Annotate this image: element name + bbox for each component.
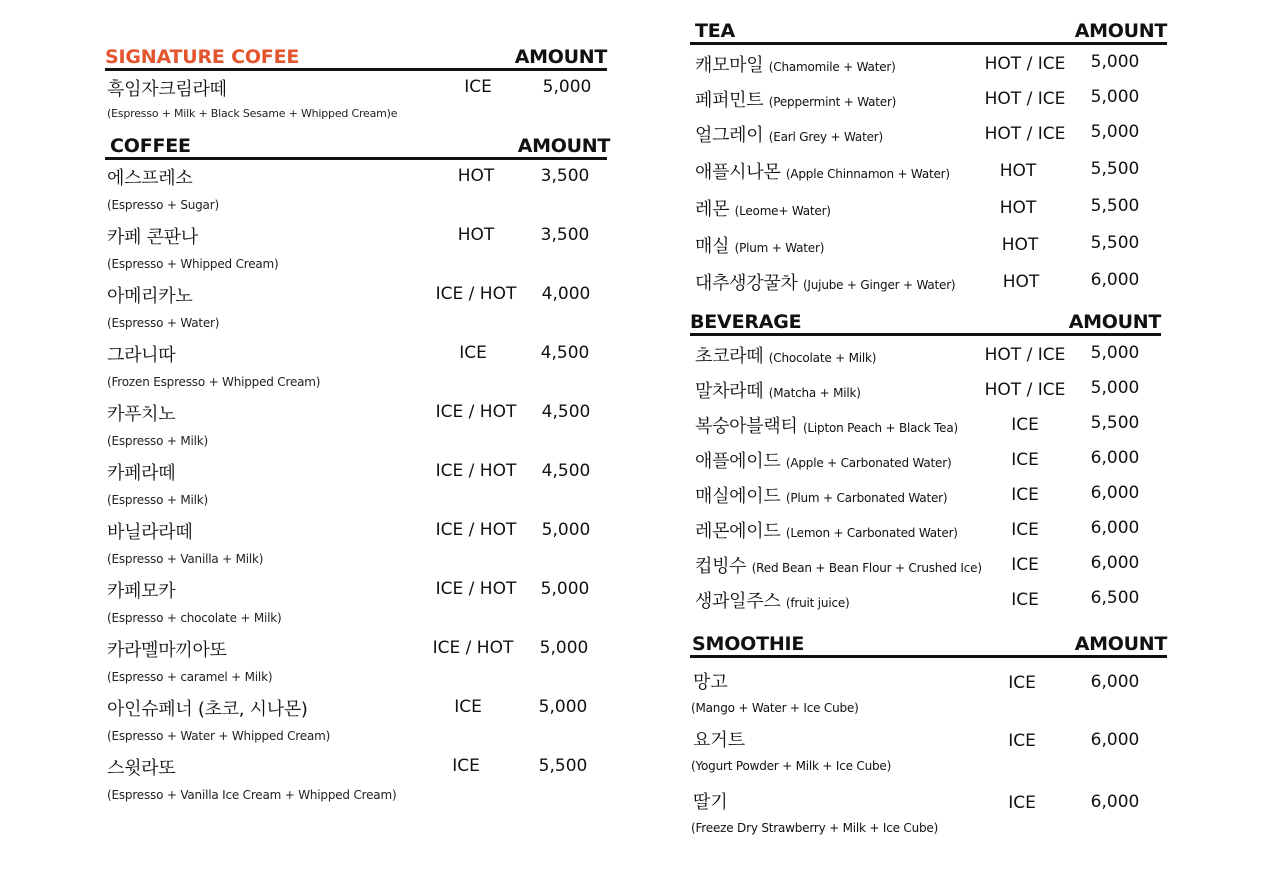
item-price: 5,000: [1090, 378, 1140, 398]
item-description: (Jujube + Ginger + Water): [802, 278, 956, 292]
item-name: [695, 517, 958, 543]
menu-item: [690, 226, 1167, 263]
item-description: (Espresso + chocolate + Milk): [107, 611, 282, 625]
item-name: [695, 587, 850, 613]
menu-item: [690, 441, 1167, 476]
left-menu-column: [105, 40, 610, 809]
item-name: 망고: [693, 672, 728, 693]
menu-item: [690, 189, 1167, 226]
item-name: 요거트: [693, 730, 746, 751]
item-temperature: ICE: [1011, 555, 1039, 575]
item-price: 5,000: [542, 77, 592, 97]
menu-item: [690, 371, 1167, 406]
item-name: [695, 195, 831, 221]
menu-item: [690, 720, 1167, 782]
item-temperature: ICE / HOT: [435, 284, 517, 304]
item-price: 6,000: [1090, 270, 1140, 290]
item-name: 아인슈페너 (초코, 시나몬): [107, 699, 308, 720]
item-description: (Espresso + Water + Whipped Cream): [107, 729, 331, 743]
item-korean-name: 초코라떼: [695, 346, 764, 367]
item-name: [695, 269, 955, 295]
item-temperature: ICE / HOT: [435, 461, 517, 481]
item-korean-name: 컵빙수: [695, 556, 747, 577]
menu-item: [105, 219, 607, 278]
item-price: 3,500: [540, 166, 590, 186]
item-description: (Yogurt Powder + Milk + Ice Cube): [691, 759, 892, 773]
item-temperature: ICE / HOT: [435, 579, 517, 599]
coffee-amount-header: AMOUNT: [517, 135, 610, 157]
item-temperature: ICE: [1008, 673, 1036, 693]
item-price: 5,000: [538, 697, 588, 717]
item-korean-name: 레몬: [695, 199, 730, 220]
signature-header: [105, 40, 607, 68]
menu-item: [105, 337, 607, 396]
item-temperature: HOT: [1001, 235, 1039, 255]
menu-item: [105, 278, 607, 337]
item-korean-name: 말차라떼: [695, 381, 764, 402]
item-price: 5,000: [541, 520, 591, 540]
item-description: (Apple + Carbonated Water): [785, 456, 952, 470]
item-price: 5,500: [1090, 233, 1140, 253]
menu-item: [105, 691, 607, 750]
item-temperature: HOT: [999, 198, 1037, 218]
item-description: (Plum + Water): [734, 241, 825, 255]
item-temperature: ICE: [1008, 793, 1036, 813]
item-name: [695, 552, 982, 578]
menu-item: [690, 263, 1167, 303]
menu-item: [690, 546, 1167, 581]
smoothie-amount-header: AMOUNT: [1074, 633, 1167, 655]
item-price: 4,000: [541, 284, 591, 304]
item-temperature: ICE: [1011, 485, 1039, 505]
menu-item: [690, 406, 1167, 441]
menu-item: [105, 750, 607, 809]
item-description: (Lipton Peach + Black Tea): [802, 421, 958, 435]
menu-item: [690, 152, 1167, 189]
item-price: 5,500: [1090, 413, 1140, 433]
item-korean-name: 애플시나몬: [695, 162, 781, 183]
item-temperature: ICE: [1011, 450, 1039, 470]
item-description: (Espresso + Water): [107, 316, 220, 330]
item-temperature: ICE: [1011, 520, 1039, 540]
item-temperature: HOT: [457, 166, 495, 186]
item-temperature: ICE / HOT: [435, 520, 517, 540]
item-temperature: ICE: [1011, 415, 1039, 435]
item-temperature: HOT: [457, 225, 495, 245]
item-korean-name: 복숭아블랙티: [695, 416, 798, 437]
item-name: [695, 121, 883, 147]
item-name: 딸기: [693, 792, 728, 813]
tea-title: TEA: [695, 20, 736, 42]
item-description: (Espresso + Vanilla + Milk): [107, 552, 264, 566]
item-price: 6,000: [1090, 518, 1140, 538]
item-price: 4,500: [540, 343, 590, 363]
item-price: 5,000: [540, 579, 590, 599]
item-temperature: ICE: [459, 343, 487, 363]
tea-header: [690, 14, 1167, 42]
item-korean-name: 캐모마일: [695, 55, 764, 76]
item-korean-name: 매실에이드: [695, 486, 781, 507]
item-korean-name: 페퍼민트: [695, 90, 764, 111]
item-description: (Freeze Dry Strawberry + Milk + Ice Cube): [691, 821, 939, 835]
tea-amount-header: AMOUNT: [1074, 20, 1167, 42]
item-price: 6,500: [1090, 588, 1140, 608]
beverage-amount-header: AMOUNT: [1068, 311, 1161, 333]
item-name: 카푸치노: [107, 404, 176, 425]
coffee-header: [105, 127, 610, 157]
right-menu-column: [690, 14, 1167, 840]
item-description: (Earl Grey + Water): [768, 130, 883, 144]
item-korean-name: 레몬에이드: [695, 521, 781, 542]
item-description: (Espresso + caramel + Milk): [107, 670, 273, 684]
item-name: [695, 447, 951, 473]
item-temperature: ICE: [452, 756, 480, 776]
item-description: (Espresso + Sugar): [107, 198, 219, 212]
beverage-header: [690, 303, 1167, 333]
item-name: [695, 51, 896, 77]
item-description: (Matcha + Milk): [768, 386, 861, 400]
item-temperature: ICE: [1008, 731, 1036, 751]
item-price: 5,000: [539, 638, 589, 658]
item-name: 카라멜마끼아또: [107, 640, 227, 661]
item-temperature: ICE / HOT: [435, 402, 517, 422]
signature-amount-header: AMOUNT: [514, 46, 607, 68]
item-name: 그라니따: [107, 345, 176, 366]
smoothie-title: SMOOTHIE: [692, 633, 805, 655]
item-temperature: ICE: [464, 77, 492, 97]
item-price: 5,500: [1090, 159, 1140, 179]
item-name: 바닐라라떼: [107, 522, 193, 543]
menu-item: [105, 160, 607, 219]
menu-item: [690, 336, 1167, 371]
menu-item: [105, 396, 607, 455]
item-name: [695, 377, 861, 403]
item-korean-name: 얼그레이: [695, 125, 764, 146]
item-description: (fruit juice): [785, 596, 850, 610]
signature-title: SIGNATURE COFEE: [105, 46, 300, 68]
item-description: (Plum + Carbonated Water): [785, 491, 948, 505]
item-price: 5,000: [1090, 343, 1140, 363]
menu-item: [690, 782, 1167, 840]
item-description: (Espresso + Milk): [107, 434, 208, 448]
menu-item: [690, 662, 1167, 720]
item-name: 카페모카: [107, 581, 176, 602]
menu-item: [690, 581, 1167, 625]
item-description: (Espresso + Milk + Black Sesame + Whipped Cream)e: [107, 107, 398, 120]
item-description: (Apple Chinnamon + Water): [785, 167, 950, 181]
menu-item: [105, 455, 607, 514]
item-name: 카페 콘판나: [107, 227, 198, 248]
item-price: 5,500: [1090, 196, 1140, 216]
item-description: (Chocolate + Milk): [768, 351, 877, 365]
item-name: [695, 86, 896, 112]
item-korean-name: 애플에이드: [695, 451, 781, 472]
item-temperature: HOT / ICE: [984, 345, 1066, 365]
item-name: 카페라떼: [107, 463, 176, 484]
item-name: [695, 482, 947, 508]
item-temperature: HOT / ICE: [984, 124, 1066, 144]
item-description: (Leome+ Water): [734, 204, 831, 218]
menu-item: [690, 476, 1167, 511]
item-price: 5,000: [1090, 87, 1140, 107]
menu-item: [105, 632, 607, 691]
item-name: [695, 232, 824, 258]
item-temperature: ICE: [454, 697, 482, 717]
coffee-title: COFFEE: [110, 135, 191, 157]
item-korean-name: 생과일주스: [695, 591, 781, 612]
menu-item: [105, 514, 607, 573]
item-temperature: HOT / ICE: [984, 54, 1066, 74]
item-description: (Espresso + Milk): [107, 493, 208, 507]
item-description: (Red Bean + Bean Flour + Crushed Ice): [751, 561, 982, 575]
item-price: 5,500: [538, 756, 588, 776]
item-korean-name: 대추생강꿀차: [695, 273, 798, 294]
item-name: 흑임자크림라떼: [107, 79, 227, 100]
item-name: [695, 158, 950, 184]
item-price: 3,500: [540, 225, 590, 245]
item-description: (Frozen Espresso + Whipped Cream): [107, 375, 321, 389]
item-name: 아메리카노: [107, 286, 193, 307]
item-price: 4,500: [541, 402, 591, 422]
item-price: 5,000: [1090, 122, 1140, 142]
item-price: 6,000: [1090, 553, 1140, 573]
item-temperature: ICE / HOT: [432, 638, 514, 658]
item-price: 4,500: [541, 461, 591, 481]
item-temperature: ICE: [1011, 590, 1039, 610]
item-description: (Chamomile + Water): [768, 60, 896, 74]
item-price: 6,000: [1090, 792, 1140, 812]
item-temperature: HOT / ICE: [984, 89, 1066, 109]
item-description: (Espresso + Whipped Cream): [107, 257, 279, 271]
item-name: 스윗라또: [107, 758, 176, 779]
item-name: [695, 342, 876, 368]
item-description: (Lemon + Carbonated Water): [785, 526, 958, 540]
menu-item: [690, 80, 1167, 115]
item-korean-name: 매실: [695, 236, 730, 257]
menu-item: [690, 45, 1167, 80]
item-price: 5,000: [1090, 52, 1140, 72]
smoothie-divider: [690, 655, 1167, 658]
item-description: (Espresso + Vanilla Ice Cream + Whipped Cream): [107, 788, 397, 802]
item-description: (Peppermint + Water): [768, 95, 897, 109]
menu-item: [105, 71, 607, 127]
item-temperature: HOT: [1002, 272, 1040, 292]
menu-item: [690, 511, 1167, 546]
item-description: (Mango + Water + Ice Cube): [691, 701, 859, 715]
menu-item: [690, 115, 1167, 152]
item-price: 6,000: [1090, 672, 1140, 692]
item-name: [695, 412, 958, 438]
item-price: 6,000: [1090, 448, 1140, 468]
item-name: 에스프레소: [107, 168, 193, 189]
item-temperature: HOT: [999, 161, 1037, 181]
menu-item: [105, 573, 607, 632]
item-temperature: HOT / ICE: [984, 380, 1066, 400]
beverage-title: BEVERAGE: [690, 311, 802, 333]
item-price: 6,000: [1090, 730, 1140, 750]
smoothie-header: [690, 625, 1167, 655]
item-price: 6,000: [1090, 483, 1140, 503]
